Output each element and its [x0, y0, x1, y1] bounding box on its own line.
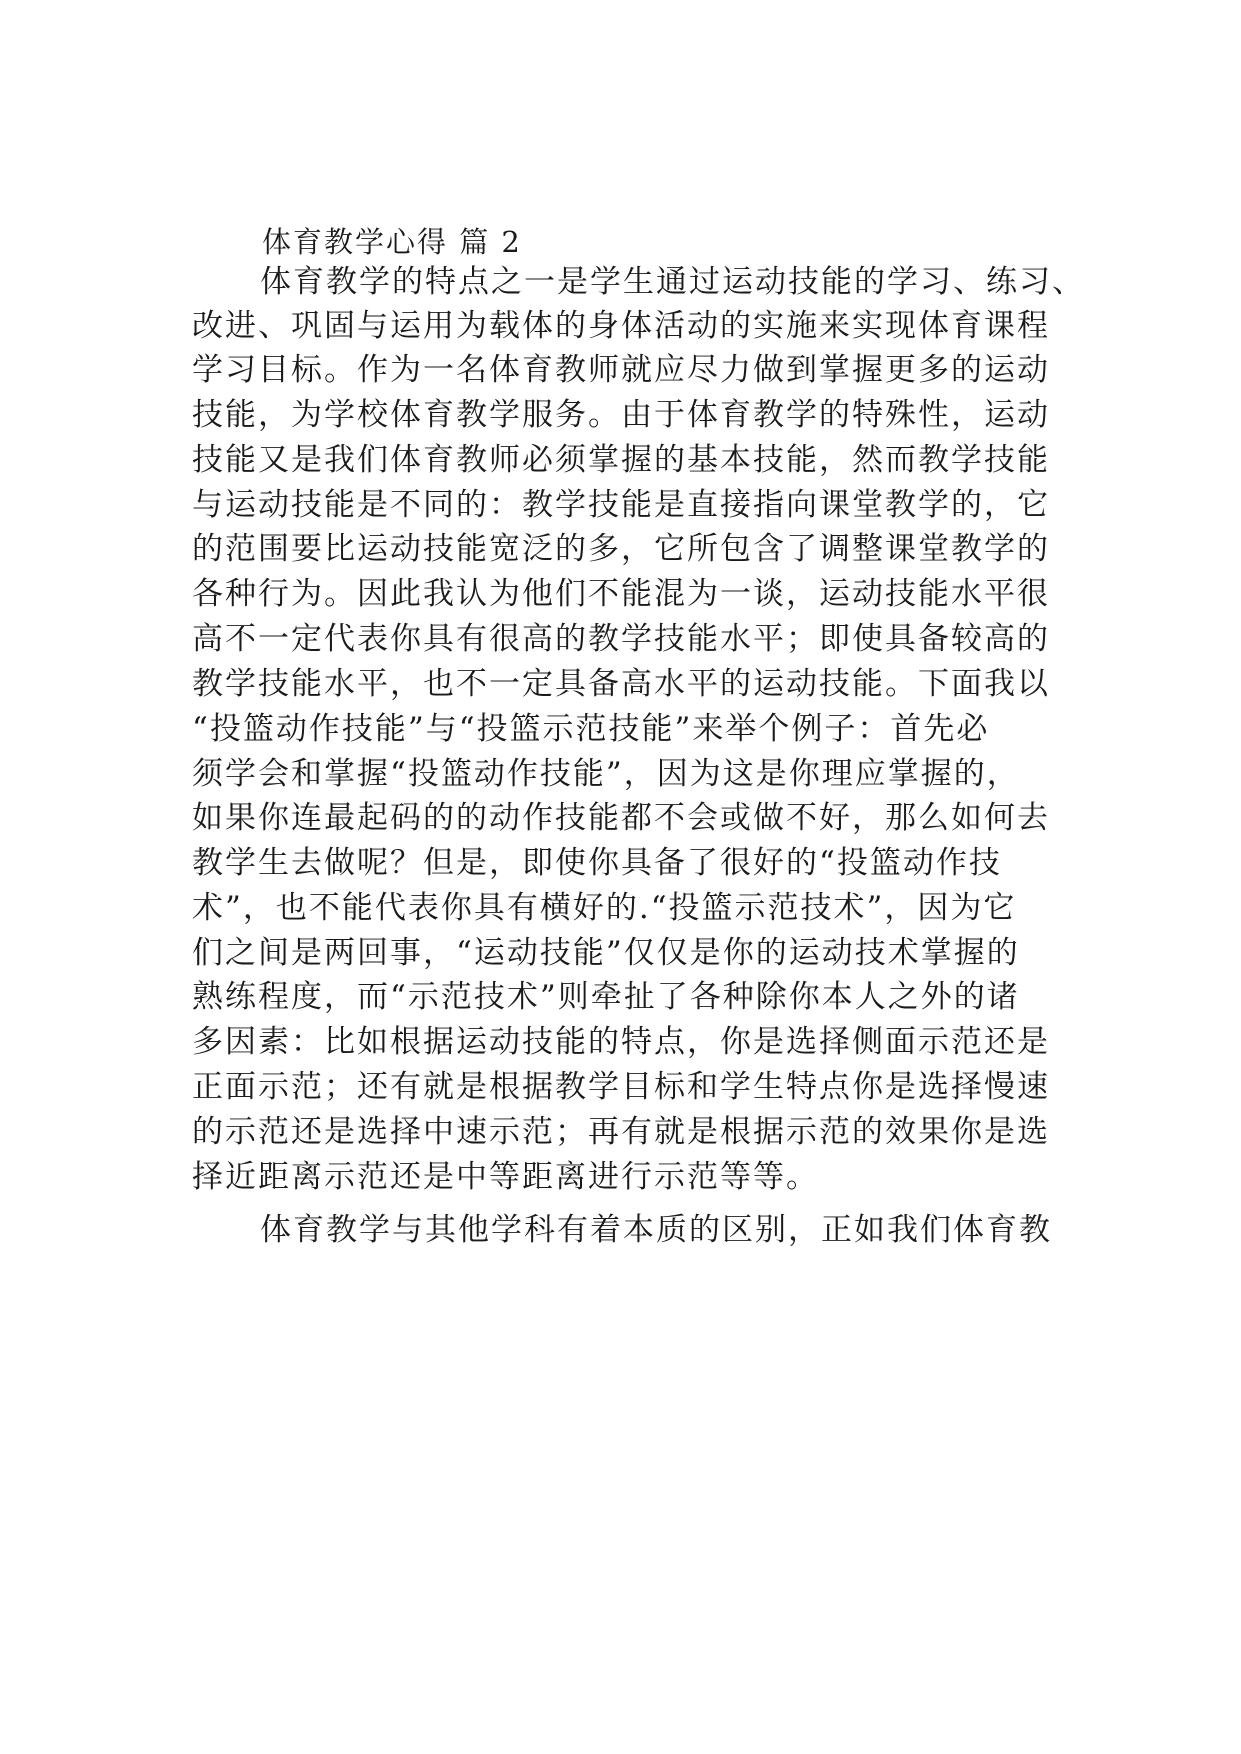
text-line: 如果你连最起码的的动作技能都不会或做不好，那么如何去	[192, 800, 1050, 836]
text-line: 教学生去做呢？但是，即使你具备了很好的“投篮动作技	[192, 845, 1002, 881]
text-line: 学习目标。作为一名体育教师就应尽力做到掌握更多的运动	[192, 352, 1050, 388]
page-title: 体育教学心得 篇 2	[262, 225, 522, 259]
text-line: 技能又是我们体育教师必须掌握的基本技能，然而教学技能	[192, 442, 1050, 478]
text-line: 术”，也不能代表你具有横好的.“投篮示范技术”，因为它	[192, 890, 1017, 926]
text-line: 的示范还是选择中速示范；再有就是根据示范的效果你是选	[192, 1114, 1050, 1150]
text-line: 与运动技能是不同的：教学技能是直接指向课堂教学的，它	[192, 487, 1050, 523]
text-line: 须学会和掌握“投篮动作技能”，因为这是你理应掌握的，	[192, 756, 1020, 792]
text-line: 的范围要比运动技能宽泛的多，它所包含了调整课堂教学的	[192, 531, 1050, 567]
text-line: 们之间是两回事，“运动技能”仅仅是你的运动技术掌握的	[192, 935, 1020, 971]
text-line: 多因素：比如根据运动技能的特点，你是选择侧面示范还是	[192, 1024, 1050, 1060]
text-line: 教学技能水平，也不一定具备高水平的运动技能。下面我以	[192, 666, 1050, 702]
text-line: 正面示范；还有就是根据教学目标和学生特点你是选择慢速	[192, 1069, 1050, 1105]
text-line: 体育教学的特点之一是学生通过运动技能的学习、练习、	[260, 264, 1085, 300]
text-line: 技能，为学校体育教学服务。由于体育教学的特殊性，运动	[192, 397, 1050, 433]
text-line: 改进、巩固与运用为载体的身体活动的实施来实现体育课程	[192, 308, 1050, 344]
text-line: 熟练程度，而“示范技术”则牵扯了各种除你本人之外的诸	[192, 979, 1020, 1015]
text-line: 体育教学与其他学科有着本质的区别，正如我们体育教	[260, 1212, 1052, 1248]
text-line: 各种行为。因此我认为他们不能混为一谈，运动技能水平很	[192, 576, 1050, 612]
text-line: 高不一定代表你具有很高的教学技能水平；即使具备较高的	[192, 621, 1050, 657]
text-line: “投篮动作技能”与“投篮示范技能”来举个例子：首先必	[192, 711, 990, 747]
text-line: 择近距离示范还是中等距离进行示范等等。	[192, 1159, 819, 1195]
